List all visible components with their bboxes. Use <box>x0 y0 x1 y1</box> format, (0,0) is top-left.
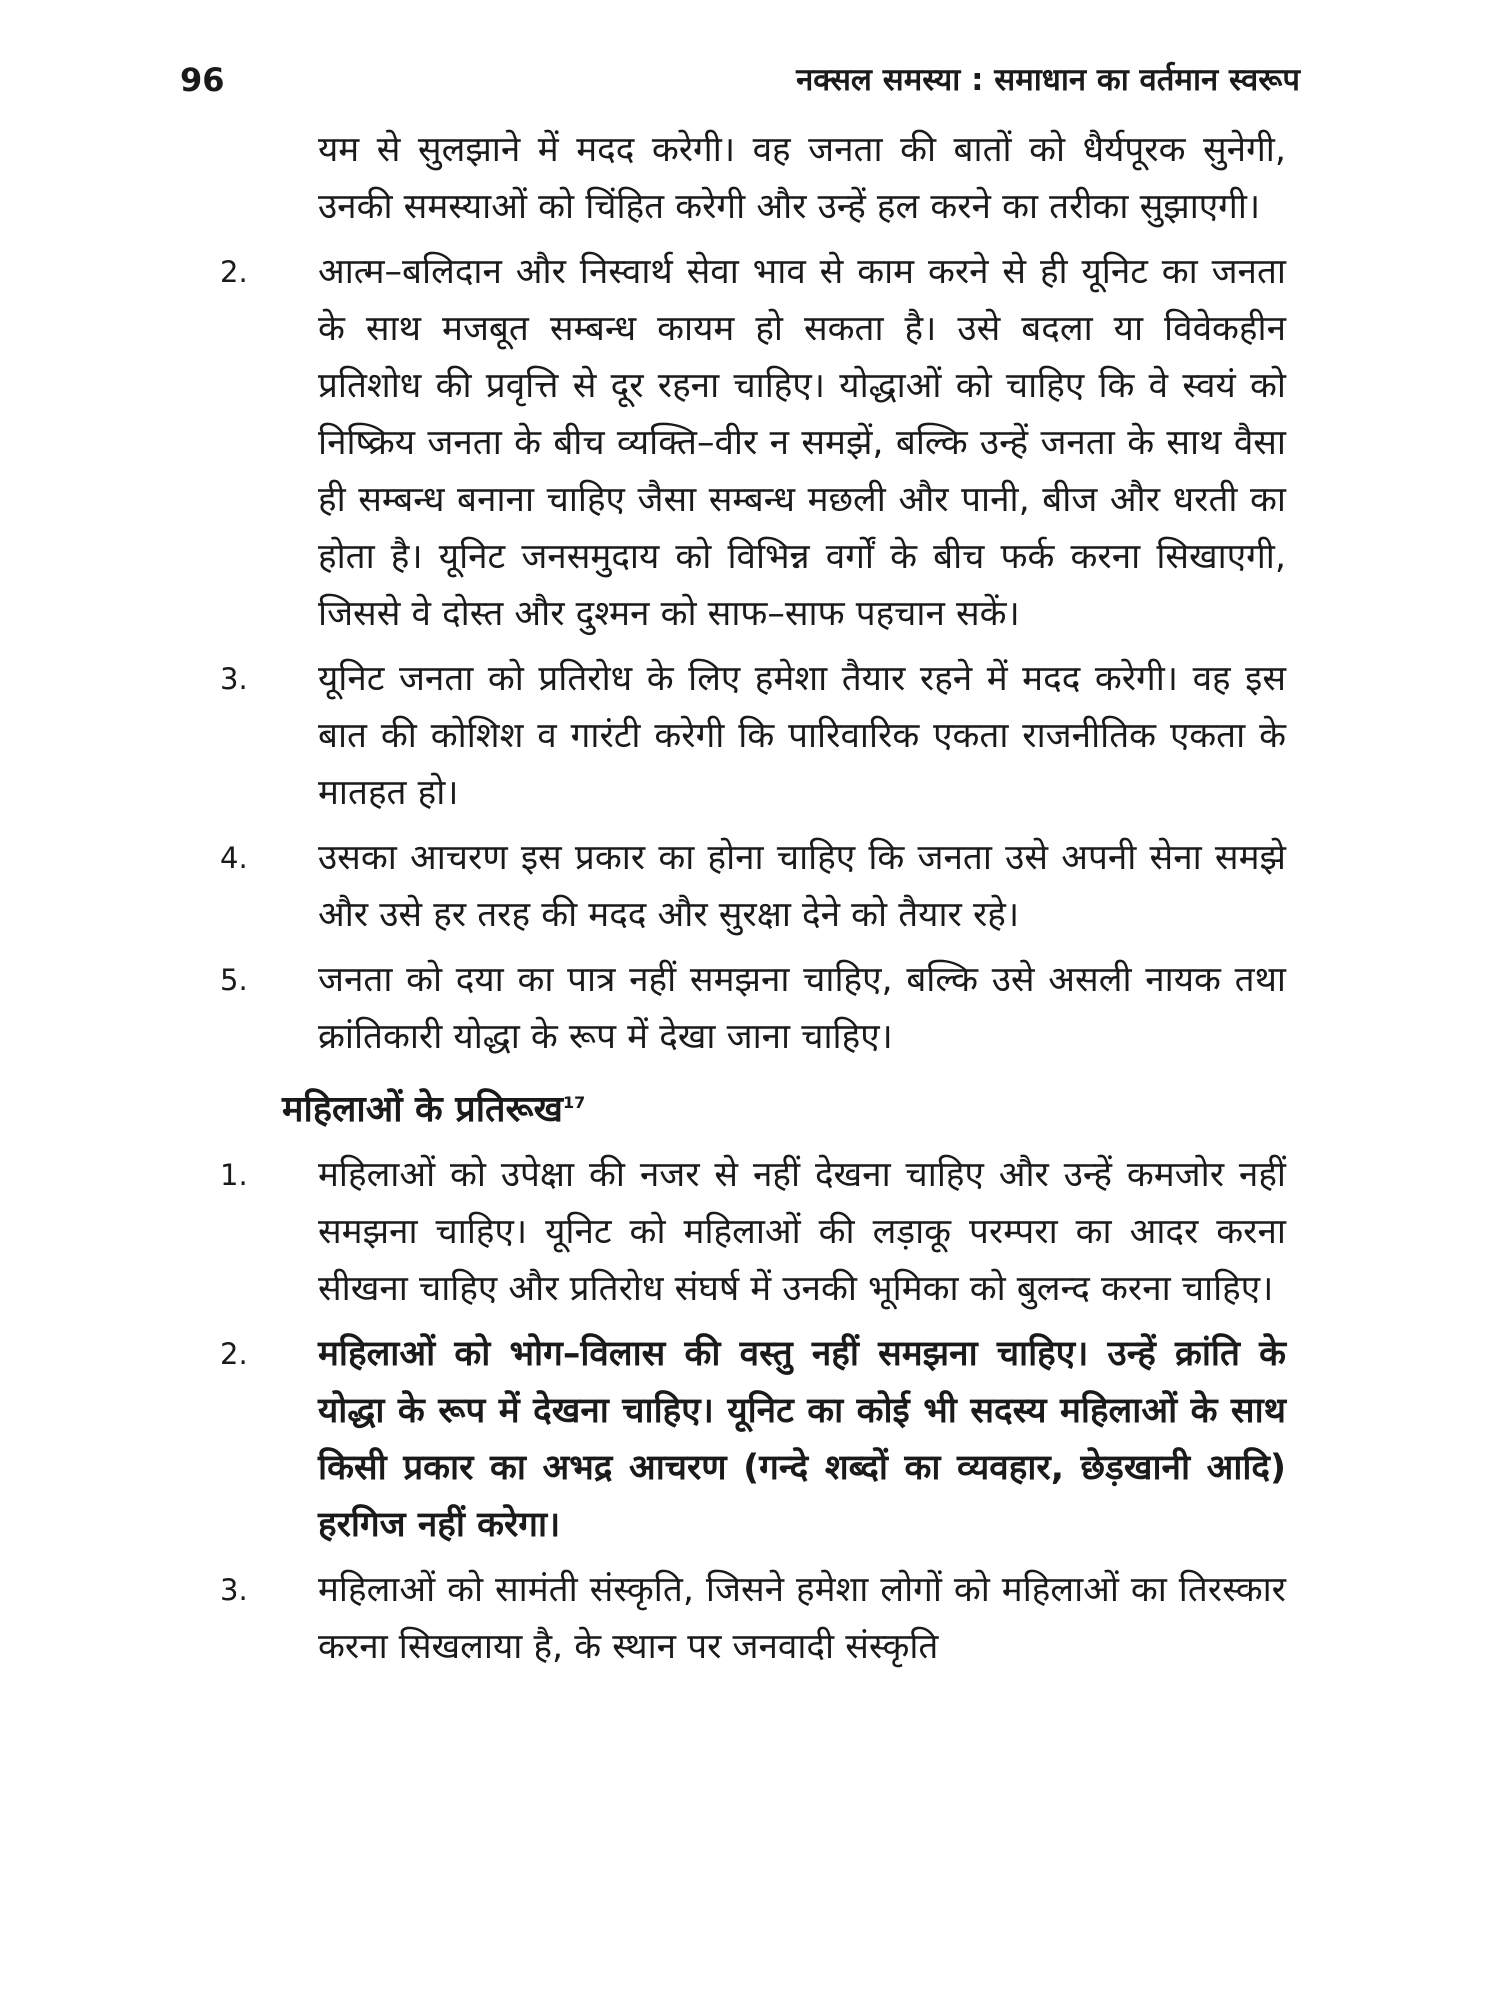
list-item-number: 2. <box>220 1337 248 1371</box>
list-item-text: उसका आचरण इस प्रकार का होना चाहिए कि जनता उसे अपनी सेना समझे और उसे हर तरह की मदद और सुरक्षा देने को तैयार रहे। <box>318 838 1286 935</box>
list-item <box>0 651 1500 822</box>
list-item-number: 3. <box>220 662 248 696</box>
section-heading-text: महिलाओं के प्रतिरूख <box>282 1089 563 1130</box>
list-item <box>0 244 1500 643</box>
list-item <box>0 830 1500 944</box>
list-item-text: महिलाओं को सामंती संस्कृति, जिसने हमेशा लोगों को महिलाओं का तिरस्कार करना सिखलाया है, के स्थान पर जनवादी संस्कृति <box>318 1570 1286 1667</box>
list-item <box>0 1326 1500 1554</box>
page-body <box>0 122 1500 1684</box>
continued-paragraph <box>0 122 1500 236</box>
page-number: 96 <box>180 61 225 99</box>
paragraph-text: यम से सुलझाने में मदद करेगी। वह जनता की बातों को धैर्यपूरक सुनेगी, उनकी समस्याओं को चिंहित करेगी और उन्हें हल करने का तरीका सुझाएगी। <box>318 130 1286 227</box>
list-item-number: 2. <box>220 255 248 289</box>
list-item-text: महिलाओं को उपेक्षा की नजर से नहीं देखना चाहिए और उन्हें कमजोर नहीं समझना चाहिए। यूनिट को महिलाओं की लड़ाकू परम्परा का आदर करना सीखना चाहिए और प्रतिरोध संघर्ष में उनकी भूमिका को बुलन्द करना चाहिए। <box>318 1155 1286 1309</box>
running-head: नक्सल समस्या : समाधान का वर्तमान स्वरूप <box>796 62 1300 98</box>
list-item-text: महिलाओं को भोग–विलास की वस्तु नहीं समझना चाहिए। उन्हें क्रांति के योद्धा के रूप में देखना चाहिए। यूनिट का कोई भी सदस्य महिलाओं के साथ किसी प्रकार का अभद्र आचरण (गन्दे शब्दों का व्यवहार, छेड़खानी आदि) हरगिज नहीं करेगा। <box>318 1334 1286 1545</box>
list-item <box>0 952 1500 1066</box>
list-item-number: 5. <box>220 963 248 997</box>
section-heading <box>282 1074 1500 1139</box>
list-item-text: आत्म–बलिदान और निस्वार्थ सेवा भाव से काम करने से ही यूनिट का जनता के साथ मजबूत सम्बन्ध कायम हो सकता है। उसे बदला या विवेकहीन प्रतिशोध की प्रवृत्ति से दूर रहना चाहिए। योद्धाओं को चाहिए कि वे स्वयं को निष्क्रिय जनता के बीच व्यक्ति–वीर न समझें, बल्कि उन्हें जनता के साथ वैसा ही सम्बन्ध बनाना चाहिए जैसा सम्बन्ध मछली और पानी, बीज और धरती का होता है। यूनिट जनसमुदाय को विभिन्न वर्गों के बीच फर्क करना सिखाएगी, जिससे वे दोस्त और दुश्मन को साफ–साफ पहचान सकें। <box>318 252 1286 634</box>
page-header <box>180 58 1300 102</box>
list-item-text: यूनिट जनता को प्रतिरोध के लिए हमेशा तैयार रहने में मदद करेगी। वह इस बात की कोशिश व गारंटी करेगी कि पारिवारिक एकता राजनीतिक एकता के मातहत हो। <box>318 659 1286 813</box>
list-item <box>0 1562 1500 1676</box>
list-item-number: 4. <box>220 841 248 875</box>
list-item-number: 1. <box>220 1158 248 1192</box>
footnote-reference: 17 <box>562 1093 586 1112</box>
list-item-number: 3. <box>220 1573 248 1607</box>
list-item-text: जनता को दया का पात्र नहीं समझना चाहिए, बल्कि उसे असली नायक तथा क्रांतिकारी योद्धा के रूप में देखा जाना चाहिए। <box>318 960 1286 1057</box>
list-item <box>0 1147 1500 1318</box>
